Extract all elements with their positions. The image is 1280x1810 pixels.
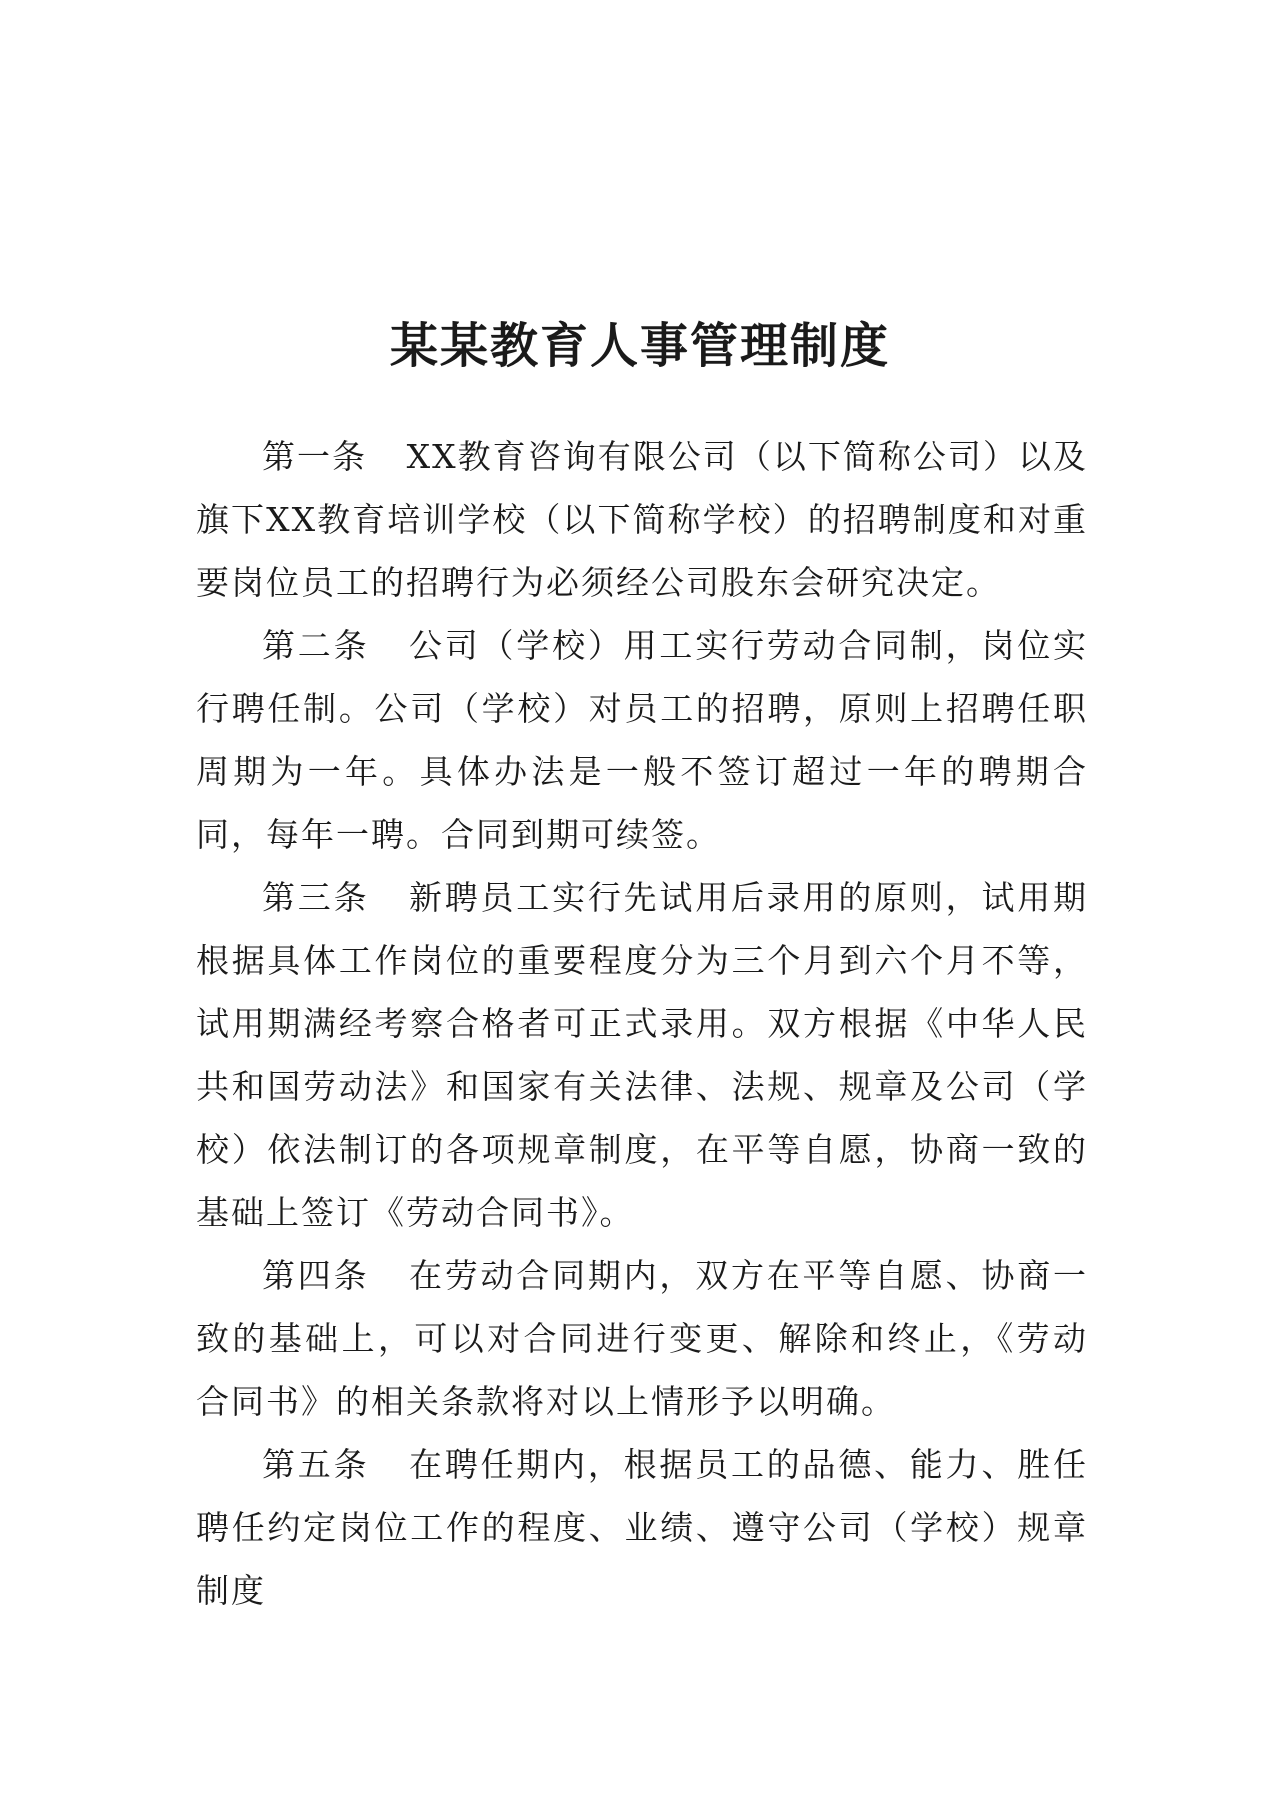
article-text: 在聘任期内，根据员工的品德、能力、胜任聘任约定岗位工作的程度、业绩、遵守公司（学校）规章制度	[196, 1445, 1088, 1610]
article-5	[196, 1433, 1088, 1622]
article-number: 第一条	[262, 437, 368, 476]
document-title: 某某教育人事管理制度	[389, 318, 890, 375]
article-number: 第三条	[262, 878, 370, 917]
article-number: 第四条	[262, 1256, 370, 1295]
article-text: XX教育咨询有限公司（以下简称公司）以及旗下XX教育培训学校（以下简称学校）的招聘制度和对重要岗位员工的招聘行为必须经公司股东会研究决定。	[196, 437, 1088, 602]
article-number: 第五条	[262, 1445, 370, 1484]
article-text: 公司（学校）用工实行劳动合同制，岗位实行聘任制。公司（学校）对员工的招聘，原则上招聘任职周期为一年。具体办法是一般不签订超过一年的聘期合同，每年一聘。合同到期可续签。	[196, 626, 1088, 854]
article-1	[196, 425, 1088, 614]
article-text: 在劳动合同期内，双方在平等自愿、协商一致的基础上，可以对合同进行变更、解除和终止，《劳动合同书》的相关条款将对以上情形予以明确。	[196, 1256, 1088, 1421]
article-2	[196, 614, 1088, 866]
article-4	[196, 1244, 1088, 1433]
article-3	[196, 866, 1088, 1244]
document-body	[196, 425, 1088, 1622]
article-number: 第二条	[262, 626, 370, 665]
article-text: 新聘员工实行先试用后录用的原则，试用期根据具体工作岗位的重要程度分为三个月到六个月不等，试用期满经考察合格者可正式录用。双方根据《中华人民共和国劳动法》和国家有关法律、法规、规章及公司（学校）依法制订的各项规章制度，在平等自愿，协商一致的基础上签订《劳动合同书》。	[196, 878, 1088, 1232]
